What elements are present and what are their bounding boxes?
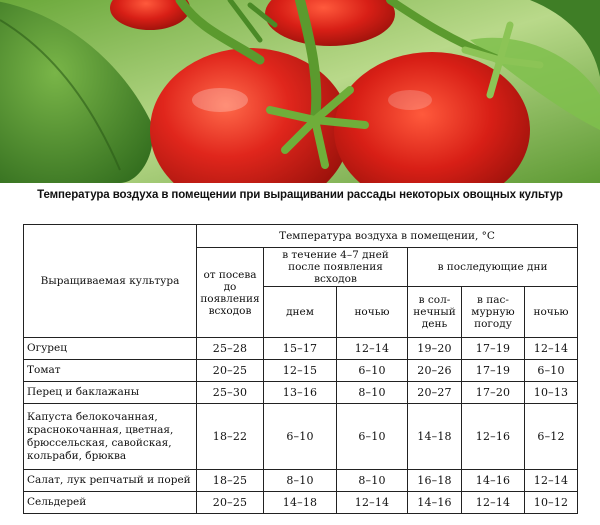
- cell-first-day: 6–10: [264, 404, 337, 470]
- header-first-day: днем: [264, 287, 337, 338]
- crop-name: Салат, лук репчатый и порей: [24, 470, 197, 492]
- cell-sunny: 20–27: [408, 382, 462, 404]
- cell-later-night: 6–12: [525, 404, 578, 470]
- temperature-table: [23, 224, 577, 514]
- header-later-night: ночью: [525, 287, 578, 338]
- header-sunny-day: в сол-нечный день: [408, 287, 462, 338]
- cell-first-night: 8–10: [337, 382, 408, 404]
- cell-cloudy: 17–19: [462, 338, 525, 360]
- header-sowing: от посева до появления всходов: [197, 248, 264, 338]
- crop-name: Капуста белокочанная, краснокочанная, цветная, брюссельская, савойская, кольраби, брюква: [24, 404, 197, 470]
- cell-first-day: 12–15: [264, 360, 337, 382]
- cell-sowing: 20–25: [197, 492, 264, 514]
- cell-later-night: 12–14: [525, 338, 578, 360]
- cell-sunny: 14–16: [408, 492, 462, 514]
- cell-later-night: 10–12: [525, 492, 578, 514]
- cell-first-night: 6–10: [337, 404, 408, 470]
- cell-first-day: 15–17: [264, 338, 337, 360]
- cell-sowing: 18–25: [197, 470, 264, 492]
- cell-sunny: 20–26: [408, 360, 462, 382]
- cell-cloudy: 14–16: [462, 470, 525, 492]
- header-first-days-group: в течение 4–7 дней после появления всходов: [264, 248, 408, 287]
- cell-cloudy: 12–14: [462, 492, 525, 514]
- crop-name: Огурец: [24, 338, 197, 360]
- crop-name: Перец и баклажаны: [24, 382, 197, 404]
- table-row: [24, 338, 578, 360]
- header-later-days-group: в последующие дни: [408, 248, 578, 287]
- cell-first-night: 6–10: [337, 360, 408, 382]
- cell-later-night: 12–14: [525, 470, 578, 492]
- cell-sunny: 16–18: [408, 470, 462, 492]
- cell-sowing: 25–30: [197, 382, 264, 404]
- tomato-photo: [0, 0, 600, 183]
- cell-first-day: 13–16: [264, 382, 337, 404]
- header-cloudy-weather: в пас-мурную погоду: [462, 287, 525, 338]
- header-temperature-group: Температура воздуха в помещении, °С: [197, 225, 578, 248]
- cell-first-night: 12–14: [337, 338, 408, 360]
- table-row: [24, 360, 578, 382]
- cell-cloudy: 17–19: [462, 360, 525, 382]
- cell-later-night: 6–10: [525, 360, 578, 382]
- table-row: [24, 470, 578, 492]
- cell-sowing: 20–25: [197, 360, 264, 382]
- table-row: [24, 382, 578, 404]
- cell-sowing: 18–22: [197, 404, 264, 470]
- cell-later-night: 10–13: [525, 382, 578, 404]
- cell-sunny: 14–18: [408, 404, 462, 470]
- cell-cloudy: 12–16: [462, 404, 525, 470]
- cell-sunny: 19–20: [408, 338, 462, 360]
- header-first-night: ночью: [337, 287, 408, 338]
- cell-first-night: 8–10: [337, 470, 408, 492]
- cell-first-day: 14–18: [264, 492, 337, 514]
- crop-name: Томат: [24, 360, 197, 382]
- cell-cloudy: 17–20: [462, 382, 525, 404]
- cell-first-night: 12–14: [337, 492, 408, 514]
- cell-sowing: 25–28: [197, 338, 264, 360]
- crop-name: Сельдерей: [24, 492, 197, 514]
- table-caption: Температура воздуха в помещении при выращивании рассады некоторых овощных культур: [37, 189, 563, 201]
- header-culture: Выращиваемая культура: [24, 225, 197, 338]
- cell-first-day: 8–10: [264, 470, 337, 492]
- table-row: [24, 492, 578, 514]
- table-row: [24, 404, 578, 470]
